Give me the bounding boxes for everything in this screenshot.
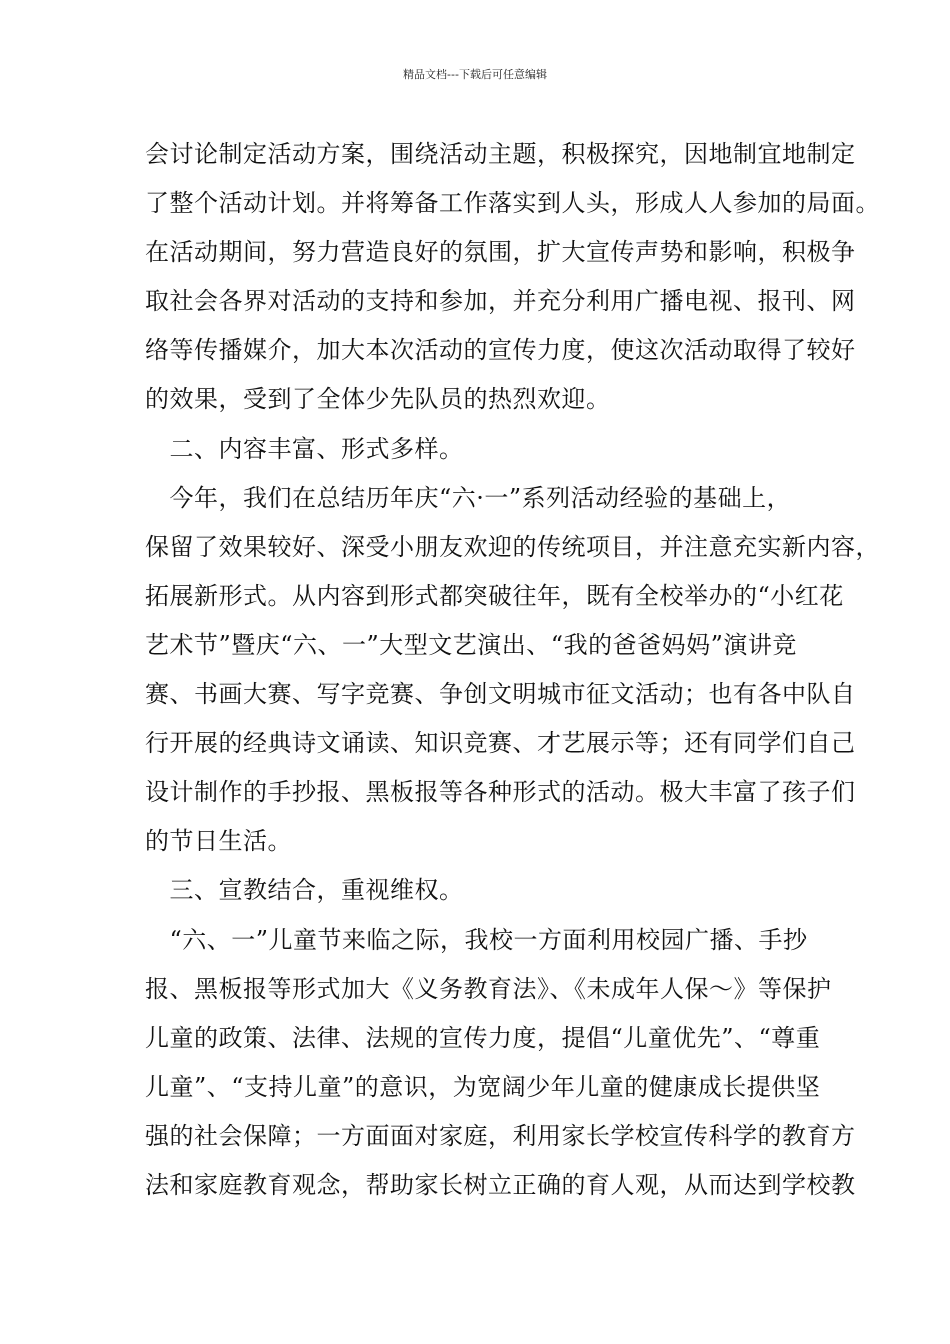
text-line: 设计制作的手抄报、黑板报等各种形式的活动。极大丰富了孩子们: [145, 778, 856, 807]
text-line: 的效果，受到了全体少先队员的热烈欢迎。: [145, 385, 611, 414]
text-line: 儿童的政策、法律、法规的宣传力度，提倡“儿童优先”、“尊重: [145, 1023, 821, 1052]
text-line: 今年，我们在总结历年庆“六·一”系列活动经验的基础上，: [145, 483, 792, 512]
text-line: 报、黑板报等形式加大《义务教育法》、《未成年人保～》等保护: [145, 974, 832, 1003]
text-line: “六、一”儿童节来临之际，我校一方面利用校园广播、手抄: [145, 925, 808, 954]
text-line: 行开展的经典诗文诵读、知识竞赛、才艺展示等；还有同学们自己: [145, 729, 856, 758]
section-heading: 三、宣教结合，重视维权。: [145, 876, 464, 905]
text-line: 在活动期间，努力营造良好的氛围，扩大宣传声势和影响，积极争: [145, 238, 856, 267]
text-line: 强的社会保障；一方面面对家庭，利用家长学校宣传科学的教育方: [145, 1121, 856, 1150]
section-heading: 二、内容丰富、形式多样。: [145, 434, 464, 463]
text-line: 拓展新形式。从内容到形式都突破往年，既有全校举办的“小红花: [145, 581, 844, 610]
text-line: 保留了效果较好、深受小朋友欢迎的传统项目，并注意充实新内容，: [145, 532, 880, 561]
text-line: 赛、书画大赛、写字竞赛、争创文明城市征文活动；也有各中队自: [145, 680, 856, 709]
text-line: 的节日生活。: [145, 827, 292, 856]
text-line: 会讨论制定活动方案，围绕活动主题，积极探究，因地制宜地制定: [145, 140, 856, 168]
text-line: 艺术节”暨庆“六、一”大型文艺演出、“我的爸爸妈妈”演讲竞: [145, 630, 797, 659]
text-line: 取社会各界对活动的支持和参加，并充分利用广播电视、报刊、网: [145, 287, 856, 316]
document-body: [145, 130, 880, 1210]
text-line: 法和家庭教育观念，帮助家长树立正确的育人观，从而达到学校教: [145, 1170, 856, 1199]
text-line: 络等传播媒介，加大本次活动的宣传力度，使这次活动取得了较好: [145, 336, 856, 365]
text-line: 了整个活动计划。并将筹备工作落实到人头，形成人人参加的局面。: [145, 189, 880, 218]
page-header: 精品文档---下载后可任意编辑: [403, 68, 547, 81]
text-line: 儿童”、“支持儿童”的意识，为宽阔少年儿童的健康成长提供坚: [145, 1072, 821, 1101]
